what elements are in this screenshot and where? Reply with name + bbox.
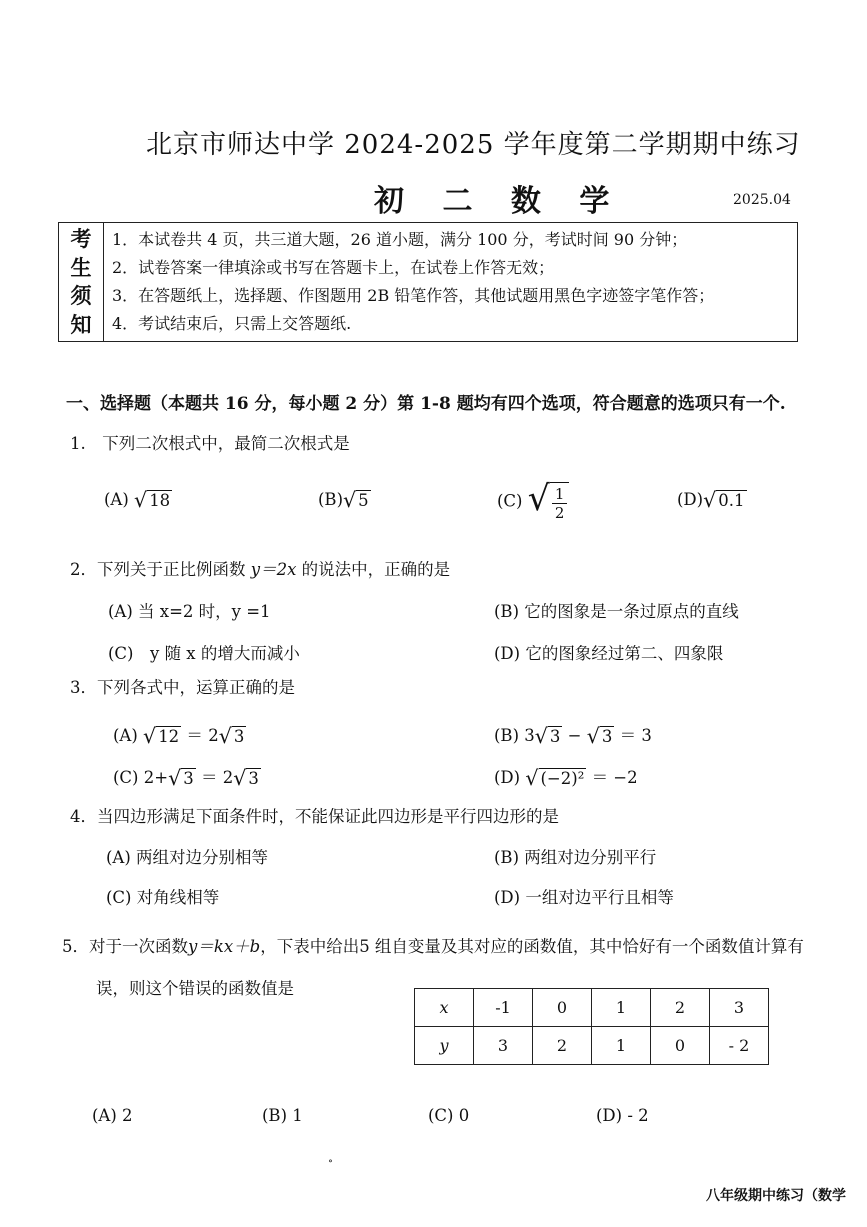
option-label: (A) [113,726,138,745]
question-4-option-b: (B) 两组对边分别平行 [494,848,657,867]
table-cell: 1 [592,1027,651,1065]
table-cell: 3 [710,989,769,1027]
function-expression: y＝kx＋b [188,937,261,956]
table-cell: - 2 [710,1027,769,1065]
question-4-option-d: (D) 一组对边平行且相等 [494,888,674,907]
table-cell: 3 [474,1027,533,1065]
table-row [415,989,769,1027]
table-cell: 0 [651,1027,710,1065]
table-cell: -1 [474,989,533,1027]
sqrt-expression: √ 18 [134,488,171,513]
function-expression: y＝2x [250,560,297,579]
question-5-option-b: (B) 1 [262,1106,303,1125]
section-heading: 一、选择题（本题共 16 分，每小题 2 分）第 1-8 题均有四个选项，符合题意的选项只有一个. [66,394,786,414]
sqrt-expression: √ 3 [218,724,245,749]
denominator: 2 [554,504,565,522]
radicand: 0.1 [718,491,745,511]
question-2-option-b: (B) 它的图象是一条过原点的直线 [494,602,739,621]
stem-text: 2．下列关于正比例函数 [70,560,246,579]
table-header-cell: x [415,989,474,1027]
question-5-option-c: (C) 0 [428,1106,470,1125]
radicand: 18 [149,491,171,511]
question-2-option-a: (A) 当 x=2 时，y =1 [108,602,271,621]
question-4-option-c: (C) 对角线相等 [106,888,220,907]
question-2-option-d: (D) 它的图象经过第二、四象限 [494,644,724,663]
notice-label-char: 考 [70,226,92,251]
notice-rule: 1．本试卷共 4 页，共三道大题，26 道小题，满分 100 分，考试时间 90 分钟； [112,230,688,249]
notice-label-char: 须 [70,283,92,308]
table-row [415,1027,769,1065]
notice-label-char: 生 [70,254,92,280]
table-cell: 0 [533,989,592,1027]
subject-title: 初 二 数 学 [374,184,624,219]
sqrt-expression: √ (−2)² [525,766,585,791]
question-3-stem: 3．下列各式中，运算正确的是 [70,678,295,697]
table-cell: 1 [592,989,651,1027]
question-4-option-a: (A) 两组对边分别相等 [106,848,269,867]
option-label: (D) [677,490,704,509]
question-2-stem [70,556,450,580]
option-label: (C) [497,491,523,511]
notice-rule: 2．试卷答案一律填涂或书写在答题卡上，在试卷上作答无效； [112,258,555,277]
question-5-stem [62,933,804,957]
notice-rule: 4．考试结束后，只需上交答题纸. [112,314,352,333]
fraction [552,485,568,522]
option-label: (B) [318,490,343,509]
sqrt-expression: √ 3 [233,766,259,791]
page-footer: 八年级期中练习（数学 [706,1188,846,1204]
question-1-stem: 1. 下列二次根式中，最简二次根式是 [70,434,350,453]
question-3-option-a: (A) √ 12 ＝ 2 √ 3 [113,724,245,749]
question-5-option-a: (A) 2 [92,1106,133,1125]
notice-label-char: 知 [70,311,92,337]
numerator: 1 [552,485,568,504]
sqrt-expression: √ 5 [343,488,369,513]
question-1-option-d [677,490,747,511]
question-1-option-c [497,479,569,522]
notice-rule: 3．在答题纸上，选择题、作图题用 2B 铅笔作答，其他试题用黑色字迹签字笔作答； [112,286,715,305]
table-header-cell: y [415,1027,474,1065]
question-3-option-d: (D) √ (−2)² ＝ −2 [494,766,638,791]
function-values-table [414,988,769,1065]
stray-mark: ∘ [328,1156,333,1167]
sqrt-expression: √ 12 [143,724,180,749]
question-3-option-b: (B) 3 √ 3 − √ 3 ＝ 3 [494,724,652,749]
notice-rules [104,223,798,342]
question-1-option-b [318,490,371,511]
option-label: (B) [494,726,519,745]
sqrt-expression: √ 3 [168,766,194,791]
notice-box [58,222,798,342]
sqrt-expression: √ 3 [534,724,561,749]
table-cell: 2 [533,1027,592,1065]
school-title: 北京市师达中学 2024-2025 学年度第二学期期中练习 [146,130,801,160]
table-cell: 2 [651,989,710,1027]
option-label: (D) [494,768,521,787]
stem-text: 的说法中，正确的是 [301,560,451,579]
stem-text: 5．对于一次函数 [62,937,188,956]
radicand: 5 [358,491,369,511]
notice-label [59,223,104,342]
option-label: (A) [104,490,129,509]
question-4-stem: 4．当四边形满足下面条件时，不能保证此四边形是平行四边形的是 [70,807,559,826]
sqrt-fraction-expression: √ $\frac{1}{2}$ [528,482,570,522]
sqrt-expression: √ 0.1 [703,488,745,513]
option-label: (C) [113,768,139,787]
sqrt-expression: √ 3 [586,724,613,749]
question-5-stem-line2: 误，则这个错误的函数值是 [96,979,294,998]
question-5-option-d: (D) - 2 [596,1106,649,1125]
stem-text: ，下表中给出5 组自变量及其对应的函数值，其中恰好有一个函数值计算有 [260,937,804,956]
question-2-option-c: (C) y 随 x 的增大而减小 [108,644,300,663]
question-3-option-c: (C) 2+ √ 3 ＝ 2 √ 3 [113,766,259,791]
question-1-option-a [104,490,172,511]
exam-date: 2025.04 [733,192,791,208]
